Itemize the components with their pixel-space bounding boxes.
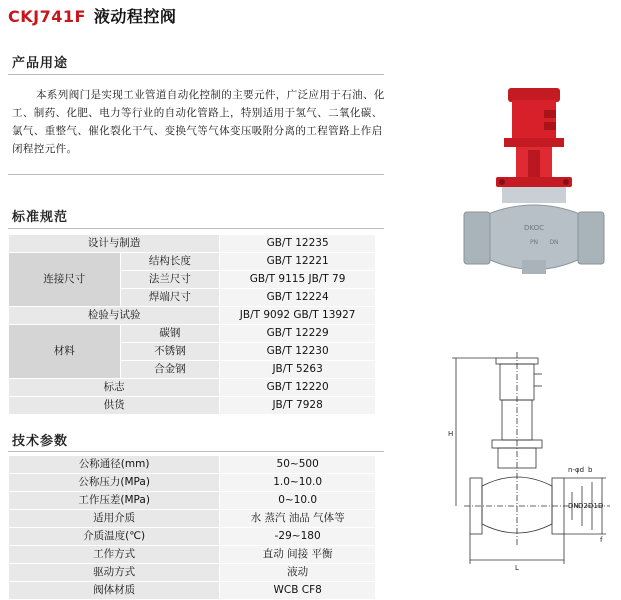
table-row (9, 582, 376, 600)
bolt (499, 179, 505, 185)
drawing-label-dn: DN (568, 502, 579, 510)
valve-body (488, 205, 580, 270)
std-label-flange: 法兰尺寸 (120, 271, 220, 289)
body-mark-pn: PN (529, 239, 539, 246)
actuator-cylinder (512, 100, 556, 138)
outlet-flange (578, 212, 604, 264)
param-value: WCB CF8 (220, 582, 376, 600)
valve-drawing (440, 346, 615, 576)
usage-bottom-divider (8, 174, 384, 175)
standards-table (8, 234, 376, 415)
std-label-inspection: 检验与试验 (9, 307, 220, 325)
std-value-supply: JB/T 7928 (220, 397, 376, 415)
param-value: 0~10.0 (220, 492, 376, 510)
drawing-label-b: b (588, 466, 593, 474)
param-label: 工作压差(MPa) (9, 492, 220, 510)
usage-heading: 产品用途 (12, 56, 69, 71)
actuator-port (544, 122, 556, 130)
param-value: -29~180 (220, 528, 376, 546)
std-value-alloy: JB/T 5263 (220, 361, 376, 379)
bolt (563, 179, 569, 185)
std-value-weld: GB/T 12224 (220, 289, 376, 307)
table-row (9, 379, 376, 397)
param-value: 1.0~10.0 (220, 474, 376, 492)
drawing-label-d: D (598, 502, 604, 510)
actuator-flange (504, 138, 564, 147)
std-label-connection: 连接尺寸 (9, 253, 121, 307)
table-row (9, 235, 376, 253)
std-label-marking: 标志 (9, 379, 220, 397)
actuator-port (544, 110, 556, 118)
std-label-alloy: 合金钢 (120, 361, 220, 379)
params-divider (8, 451, 384, 452)
param-label: 介质温度(℃) (9, 528, 220, 546)
table-row (9, 325, 376, 343)
param-value: 液动 (220, 564, 376, 582)
std-label-material: 材料 (9, 325, 121, 379)
param-value: 直动 间接 平衡 (220, 546, 376, 564)
table-row (9, 397, 376, 415)
std-label-supply: 供货 (9, 397, 220, 415)
drawing-label-h: H (448, 430, 454, 438)
drawing-label-l: L (515, 564, 519, 572)
std-value-stainless: GB/T 12230 (220, 343, 376, 361)
bonnet (502, 187, 566, 203)
body-mark-brand: DKOC (524, 224, 544, 232)
table-row (9, 492, 376, 510)
std-value-flange: GB/T 9115 JB/T 79 (220, 271, 376, 289)
std-label-carbon: 碳钢 (120, 325, 220, 343)
std-value-inspection: JB/T 9092 GB/T 13927 (220, 307, 376, 325)
std-label-stainless: 不锈钢 (120, 343, 220, 361)
param-label: 阀体材质 (9, 582, 220, 600)
std-value-design: GB/T 12235 (220, 235, 376, 253)
table-row (9, 307, 376, 325)
actuator-top-cap (508, 88, 560, 102)
param-label: 适用介质 (9, 510, 220, 528)
usage-divider (8, 74, 384, 75)
table-row (9, 546, 376, 564)
params-table (8, 455, 376, 600)
table-row (9, 456, 376, 474)
drawing-label-d1: D1 (588, 502, 598, 510)
param-label: 工作方式 (9, 546, 220, 564)
standards-heading: 标准规范 (12, 210, 69, 225)
param-value: 水 蒸汽 油品 气体等 (220, 510, 376, 528)
product-name: 液动程控阀 (93, 7, 177, 26)
param-value: 50~500 (220, 456, 376, 474)
usage-text (12, 86, 392, 158)
param-label: 公称压力(MPa) (9, 474, 220, 492)
inlet-flange (464, 212, 490, 264)
params-heading: 技术参数 (12, 434, 69, 449)
standards-divider (8, 228, 384, 229)
param-label: 驱动方式 (9, 564, 220, 582)
param-label: 公称通径(mm) (9, 456, 220, 474)
body-mark-dn: DN (549, 239, 559, 246)
usage-paragraph: 本系列阀门是实现工业管道自动化控制的主要元件，广泛应用于石油、化工、制药、化肥、电力等行业的自动化管路上，特别适用于氢气、二氧化碳、氯气、重整气、催化裂化干气、变换气等气体变压吸附分离的工程管路上作启闭程控元件。 (12, 89, 385, 155)
table-row (9, 510, 376, 528)
std-label-design: 设计与制造 (9, 235, 220, 253)
table-row (9, 564, 376, 582)
bonnet-flange-red (496, 177, 572, 187)
actuator-stem (528, 150, 540, 178)
std-value-marking: GB/T 12220 (220, 379, 376, 397)
model-code: CKJ741F (8, 7, 86, 26)
page-title (8, 4, 176, 27)
table-row (9, 253, 376, 271)
drawing-label-nd: n-φd (568, 466, 585, 474)
std-label-length: 结构长度 (120, 253, 220, 271)
body-base (522, 260, 546, 274)
std-value-length: GB/T 12221 (220, 253, 376, 271)
table-row (9, 474, 376, 492)
drawing-label-f: f (600, 536, 603, 544)
valve-photo (458, 84, 618, 304)
std-label-weld: 焊端尺寸 (120, 289, 220, 307)
std-value-carbon: GB/T 12229 (220, 325, 376, 343)
drawing-label-d2: D2 (578, 502, 588, 510)
table-row (9, 528, 376, 546)
